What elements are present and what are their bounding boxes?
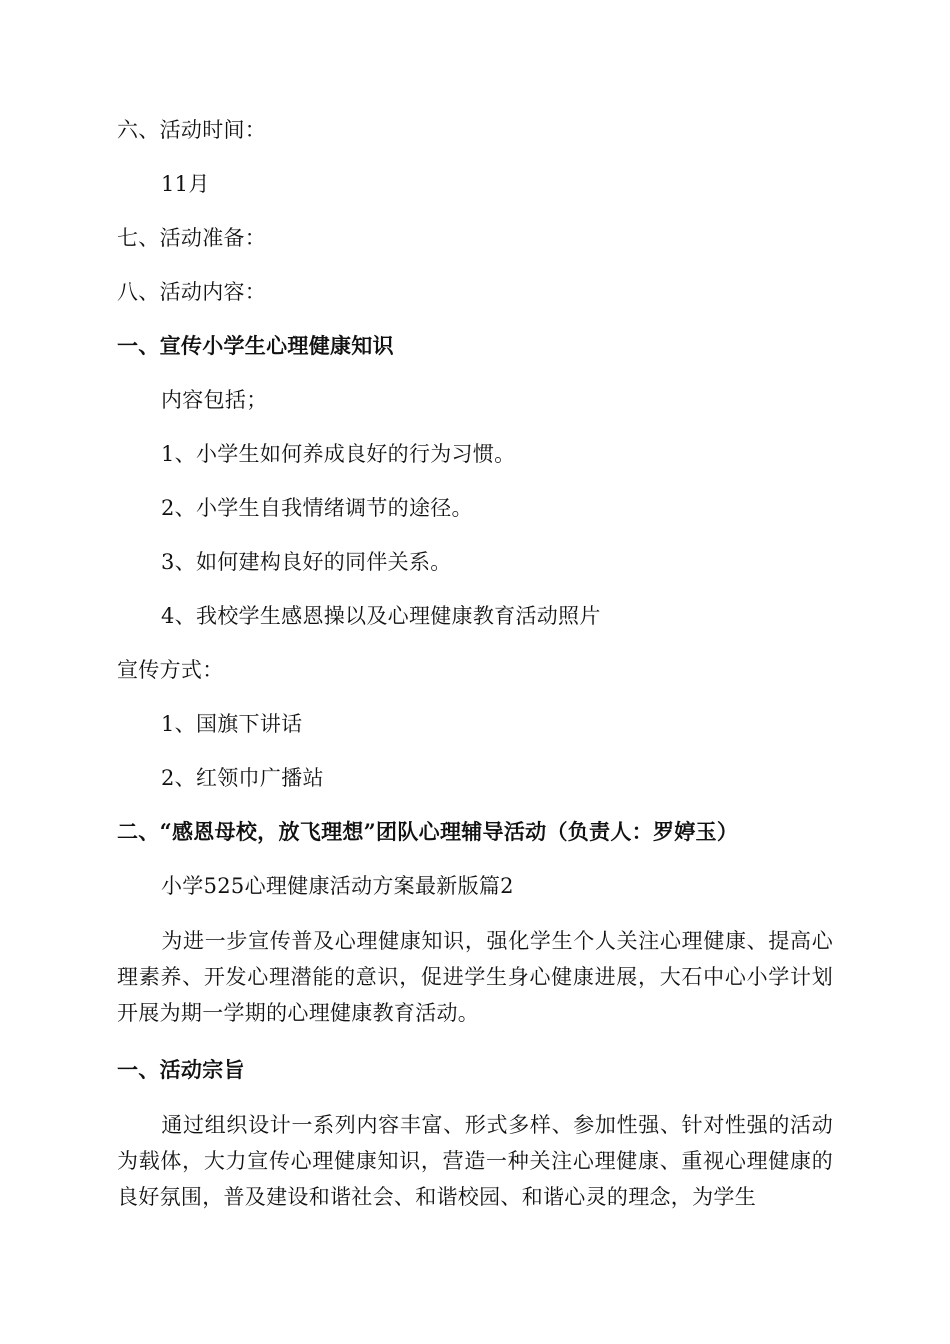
- content-item-4: 4、我校学生感恩操以及心理健康教育活动照片: [161, 604, 601, 628]
- purpose-paragraph: [117, 1107, 833, 1215]
- section-seven-heading: 七、活动准备：: [117, 226, 267, 250]
- section-six-heading: 六、活动时间：: [117, 118, 267, 142]
- purpose-heading: 一、活动宗旨: [117, 1057, 245, 1082]
- promotion-method-heading: 宣传方式：: [117, 658, 224, 682]
- part-one-heading: 一、宣传小学生心理健康知识: [117, 333, 394, 358]
- promotion-item-2: 2、红领巾广播站: [161, 766, 324, 790]
- article-subtitle: 小学525心理健康活动方案最新版篇2: [161, 874, 514, 898]
- content-item-2: 2、小学生自我情绪调节的途径。: [161, 496, 473, 520]
- content-intro: 内容包括；: [161, 388, 268, 412]
- section-eight-heading: 八、活动内容：: [117, 280, 267, 304]
- purpose-paragraph-text: 通过组织设计一系列内容丰富、形式多样、参加性强、针对性强的活动为载体，大力宣传心理健康知识，营造一种关注心理健康、重视心理健康的良好氛围，普及建设和谐社会、和谐校园、和谐心灵的理念，为学生: [117, 1113, 833, 1209]
- promotion-item-1: 1、国旗下讲话: [161, 712, 303, 736]
- intro-paragraph: [117, 923, 833, 1031]
- content-item-1: 1、小学生如何养成良好的行为习惯。: [161, 442, 516, 466]
- activity-time-value: 11月: [161, 172, 210, 196]
- content-item-3: 3、如何建构良好的同伴关系。: [161, 550, 452, 574]
- intro-paragraph-text: 为进一步宣传普及心理健康知识，强化学生个人关注心理健康、提高心理素养、开发心理潜能的意识，促进学生身心健康进展，大石中心小学计划开展为期一学期的心理健康教育活动。: [117, 929, 833, 1025]
- part-two-heading: 二、“感恩母校，放飞理想”团队心理辅导活动（负责人：罗婷玉）: [117, 819, 739, 844]
